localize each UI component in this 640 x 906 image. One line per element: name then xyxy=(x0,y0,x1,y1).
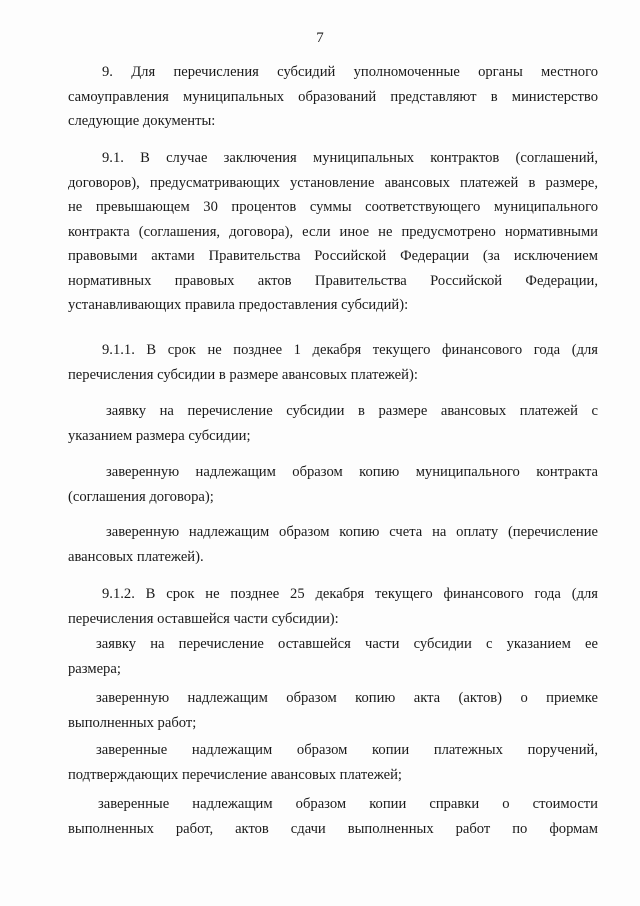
text-line: указанием размера субсидии; xyxy=(68,427,251,444)
text-line: заявку на перечисление оставшейся части субсидии с указанием ее xyxy=(96,636,598,652)
text-line: 9.1.1. В срок не позднее 1 декабря текущего финансового года (для xyxy=(102,342,598,358)
list-item-contract-copy xyxy=(68,460,598,509)
text-line: перечисления субсидии в размере авансовых платежей): xyxy=(68,366,418,383)
text-line: 9.1.2. В срок не позднее 25 декабря текущего финансового года (для xyxy=(102,586,598,602)
text-line: заверенную надлежащим образом копию счета на оплату (перечисление xyxy=(106,524,598,540)
text-line: заверенную надлежащим образом копию муниципального контракта xyxy=(106,464,598,480)
paragraph-9-1-1 xyxy=(68,338,598,387)
list-item-cost-certificate xyxy=(68,792,598,841)
text-line: заявку на перечисление субсидии в размере авансовых платежей с xyxy=(106,403,598,419)
text-line: следующие документы: xyxy=(68,113,216,129)
text-line: 9. Для перечисления субсидий уполномоченные органы местного xyxy=(102,64,598,80)
text-line: контракта (соглашения, договора), если иное не предусмотрено нормативными xyxy=(68,223,598,240)
text-line: правовыми актами Правительства Российской Федерации (за исключением xyxy=(68,248,598,264)
paragraph-9-1-2 xyxy=(68,582,598,631)
text-line: самоуправления муниципальных образований представляют в министерство xyxy=(68,88,598,105)
text-line: авансовых платежей). xyxy=(68,548,204,565)
text-line: подтверждающих перечисление авансовых платежей; xyxy=(68,766,402,783)
text-line: выполненных работ, актов сдачи выполненных работ по формам xyxy=(68,820,598,837)
text-line: 9.1. В случае заключения муниципальных контрактов (соглашений, xyxy=(102,150,598,166)
text-line: выполненных работ; xyxy=(68,714,197,731)
text-line: нормативных правовых актов Правительства Российской Федерации, xyxy=(68,272,598,289)
text-line: заверенные надлежащим образом копии справки о стоимости xyxy=(98,796,598,812)
page-number: 7 xyxy=(316,30,324,46)
text-line: не превышающем 30 процентов суммы соответствующего муниципального xyxy=(68,199,598,215)
text-line: заверенную надлежащим образом копию акта (актов) о приемке xyxy=(96,690,598,706)
text-line: (соглашения договора); xyxy=(68,488,214,505)
list-item-act-copy xyxy=(68,686,598,735)
list-item-payment-orders xyxy=(68,738,598,787)
text-line: размера; xyxy=(68,660,121,677)
paragraph-9-1 xyxy=(68,146,598,318)
text-line: перечисления оставшейся части субсидии): xyxy=(68,610,339,627)
paragraph-9 xyxy=(68,60,598,134)
text-line: заверенные надлежащим образом копии платежных поручений, xyxy=(96,742,598,758)
text-line: устанавливающих правила предоставления субсидий): xyxy=(68,297,409,313)
list-item-remaining-application xyxy=(68,632,598,681)
list-item-invoice-copy xyxy=(68,520,598,569)
text-line: договоров), предусматривающих установление авансовых платежей в размере, xyxy=(68,174,598,191)
list-item-application xyxy=(68,399,598,448)
